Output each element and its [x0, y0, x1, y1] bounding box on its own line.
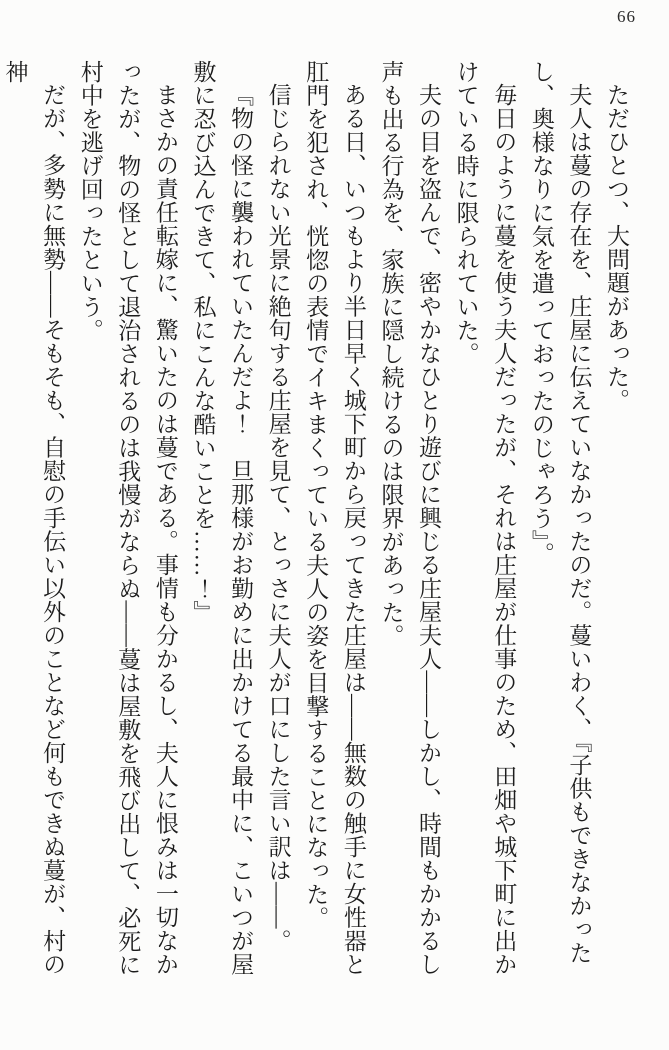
paragraph: 信じられない光景に絶句する庄屋を見て、とっさに夫人が口にした言い訳は――。 — [265, 83, 291, 953]
paragraph: 毎日のように蔓を使う夫人だったが、それは庄屋が仕事のため、田畑や城下町に出かけている時に限られていた。 — [453, 60, 517, 976]
paragraph: 夫人は蔓の存在を、庄屋に伝えていなかったのだ。蔓いわく、『子供もできなかったし、奥様なりに気を遣っておったのじゃろう』。 — [528, 60, 592, 965]
paragraph: ある日、いつもより半日早く城下町から戻ってきた庄屋は――無数の触手に女性器と肛門を犯され、恍惚の表情でイキまくっている夫人の姿を目撃することになった。 — [303, 60, 366, 976]
paragraph: まさかの責任転嫁に、驚いたのは蔓である。事情も分かるし、夫人に恨みは一切なかったが、物の怪として退治されるのは我慢がならぬ――蔓は屋敷を飛び出して、必死に村中を逃げ回ったという。 — [77, 60, 178, 977]
body-text — [0, 60, 635, 984]
paragraph: ただひとつ、大問題があった。 — [604, 83, 629, 412]
paragraph: 夫の目を盗んで、密やかなひとり遊びに興じる庄屋夫人――しかし、時間もかかるし声も出る行為を、家族に隠し続けるのは限界があった。 — [378, 60, 442, 976]
page-number: 66 — [617, 7, 636, 26]
paragraph: だが、多勢に無勢――そもそも、自慰の手伝い以外のことなど何もできぬ蔓が、村の神 — [2, 60, 66, 976]
paragraph: 『物の怪に襲われていたんだよ！ 旦那様がお勤めに出かけてる最中に、こいつが屋敷に忍び込んできて、私にこんな酷いことを……！』 — [190, 60, 254, 976]
